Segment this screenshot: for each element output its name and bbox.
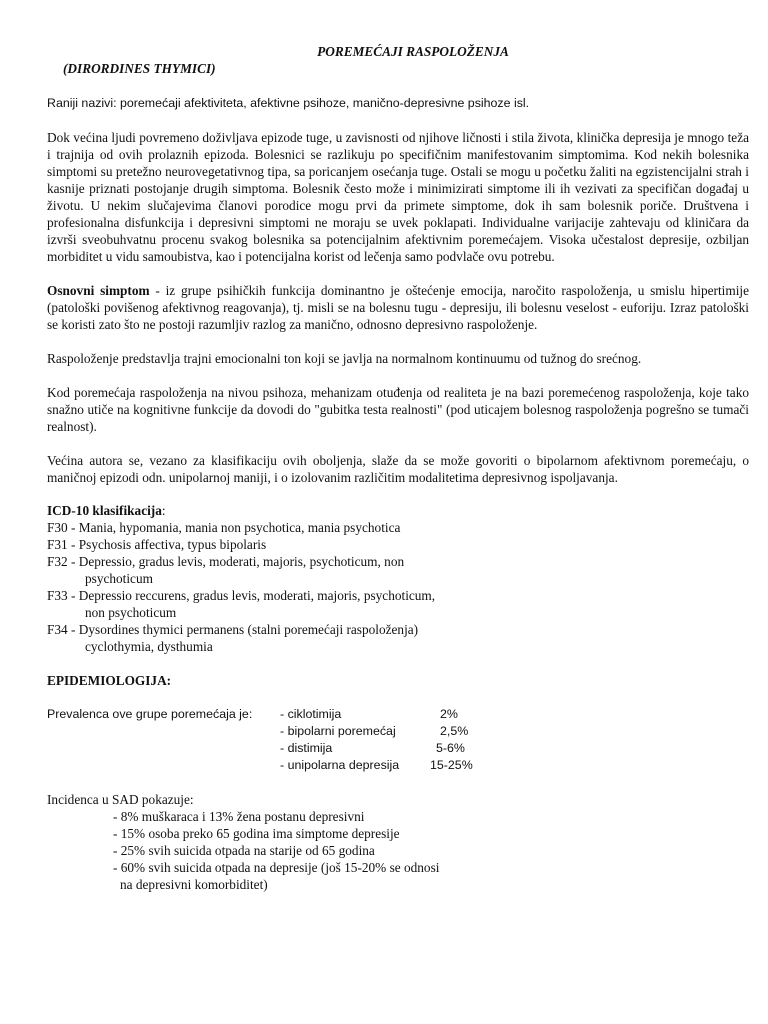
prevalence-row (47, 723, 749, 740)
basic-symptom-text: - iz grupe psihičkih funkcija dominantno je oštećenje emocija, naročito raspoloženja, u smislu hipertimije (patološki povišenog afektivnog reagovanja), tj. misli se na bolesnu tugu - depresiju, ili bolesnu veselost - euforiju. Izraz patološki se koristi zato što ne postoji razumljiv razlog za manično, odnosno depresivno raspoloženje. (47, 283, 749, 332)
icd-item-text: F34 - Dysordines thymici permanens (stalni poremećaji raspoloženja) (47, 622, 419, 637)
basic-symptom-term: Osnovni simptom (47, 283, 150, 298)
prevalence-row (47, 757, 749, 774)
document-page (47, 43, 749, 893)
prevalence-item: - bipolarni poremećaj (280, 724, 396, 738)
paragraph-clinical-depression: Dok većina ljudi povremeno doživljava epizode tuge, u zavisnosti od njihove ličnosti i stila života, klinička depresija je mnogo teža i trajnija od ovih prolaznih epizoda. Bolesnici se razlikuju po specifičnim manifestovanim simptomima. Kod nekih bolesnika simptomi su pretežno neurovegetativnog tipa, sa poricanjem osećanja tuge. Ostali se mogu u početku žaliti na egzistencijalni strah i kasnije priznati postojanje drugih simptoma. Bolesnik često može i minimizirati simptome ili ih vezivati za specifičan događaj u životu. U nekim slučajevima članovi porodice mogu prvi da primete simptome, dok ih sam bolesnik poriče. Društvena i profesionalna disfunkcija i depresivni simptomi ne moraju se uvek poklapati. Individualne varijacije zahtevaju od kliničara da izvrši sveobuhvatnu procenu svakog bolesnika sa potencijalnim afektivnim poremećajem. Visoka učestalost depresije, ozbiljan morbiditet u vidu samoubistva, kao i potencijalna korist od lečenja samo podvlače ovu potrebu. (47, 130, 749, 264)
document-title: POREMEĆAJI RASPOLOŽENJA (317, 44, 509, 59)
incidence-item (113, 808, 749, 825)
prevalence-item: - ciklotimija (280, 707, 342, 721)
icd-item-text: F33 - Depressio reccurens, gradus levis, moderati, majoris, psychoticum, (47, 588, 436, 603)
prevalence-item: - unipolarna depresija (280, 758, 400, 772)
icd-heading-colon: : (161, 503, 166, 518)
incidence-item-text: - 25% svih suicida otpada na starije od 65 godina (113, 843, 375, 858)
prevalence-item: - distimija (280, 741, 333, 755)
prevalence-row (47, 740, 749, 757)
paragraph-classification: Većina autora se, vezano za klasifikaciju ovih oboljenja, slaže da se može govoriti o bipolarnom afektivnom poremećaju, o maničnoj epizodi odn. unipolarnoj maniji, i o izolovanim različitim modalitetima depresivnog ispoljavanja. (47, 453, 749, 485)
icd-heading-label: ICD-10 klasifikacija (47, 503, 162, 518)
icd-item-continuation: psychoticum (85, 571, 153, 586)
icd-item-f30 (47, 519, 749, 536)
icd-heading (47, 502, 749, 519)
incidence-item (113, 825, 749, 842)
incidence-item-continuation: na depresivni komorbiditet) (120, 877, 268, 892)
icd-item-f32 (47, 553, 749, 587)
paragraph-mood-definition: Raspoloženje predstavlja trajni emocionalni ton koji se javlja na normalnom kontinuumu od tužnog do srećnog. (47, 351, 642, 366)
paragraph-psychosis: Kod poremećaja raspoloženja na nivou psihoza, mehanizam otuđenja od realiteta je na bazi poremećenog raspoloženja, koje tako snažno utiče na kognitivne funkcije da dovodi do "gubitka testa realnosti" (pod uticajem bolesnog raspoloženja pogrešno se tumači realnost). (47, 385, 749, 434)
icd-item-continuation: non psychoticum (85, 605, 177, 620)
prevalence-block (47, 706, 749, 774)
icd-item-f31 (47, 536, 749, 553)
paragraph-basic-symptom (47, 282, 749, 333)
prevalence-label: Prevalenca ove grupe poremećaja je: (47, 707, 253, 721)
icd-item-f33 (47, 587, 749, 621)
prevalence-value: 5-6% (436, 741, 465, 755)
incidence-item-text: - 8% muškaraca i 13% žena postanu depresivni (113, 809, 365, 824)
incidence-item-text: - 60% svih suicida otpada na depresije (još 15-20% se odnosi (113, 860, 440, 875)
icd-item-f34 (47, 621, 749, 655)
icd-list (47, 519, 749, 655)
icd-item-text: F31 - Psychosis affectiva, typus bipolaris (47, 537, 267, 552)
incidence-list (47, 808, 749, 893)
prevalence-row (47, 706, 749, 723)
icd-item-continuation: cyclothymia, dysthumia (85, 639, 213, 654)
incidence-item-text: - 15% osoba preko 65 godina ima simptome depresije (113, 826, 400, 841)
incidence-heading: Incidenca u SAD pokazuje: (47, 792, 194, 807)
intro-paragraph: Raniji nazivi: poremećaji afektiviteta, afektivne psihoze, manično-depresivne psihoze isl. (47, 96, 530, 110)
icd-item-text: F30 - Mania, hypomania, mania non psychotica, mania psychotica (47, 520, 401, 535)
prevalence-value: 2,5% (440, 724, 469, 738)
epidemiology-heading: EPIDEMIOLOGIJA: (47, 673, 172, 688)
icd-item-text: F32 - Depressio, gradus levis, moderati, majoris, psychoticum, non (47, 554, 405, 569)
document-subtitle: (DIRORDINES THYMICI) (63, 61, 216, 76)
incidence-item (113, 859, 749, 893)
incidence-item (113, 842, 749, 859)
prevalence-value: 2% (440, 707, 458, 721)
prevalence-value: 15-25% (430, 758, 473, 772)
